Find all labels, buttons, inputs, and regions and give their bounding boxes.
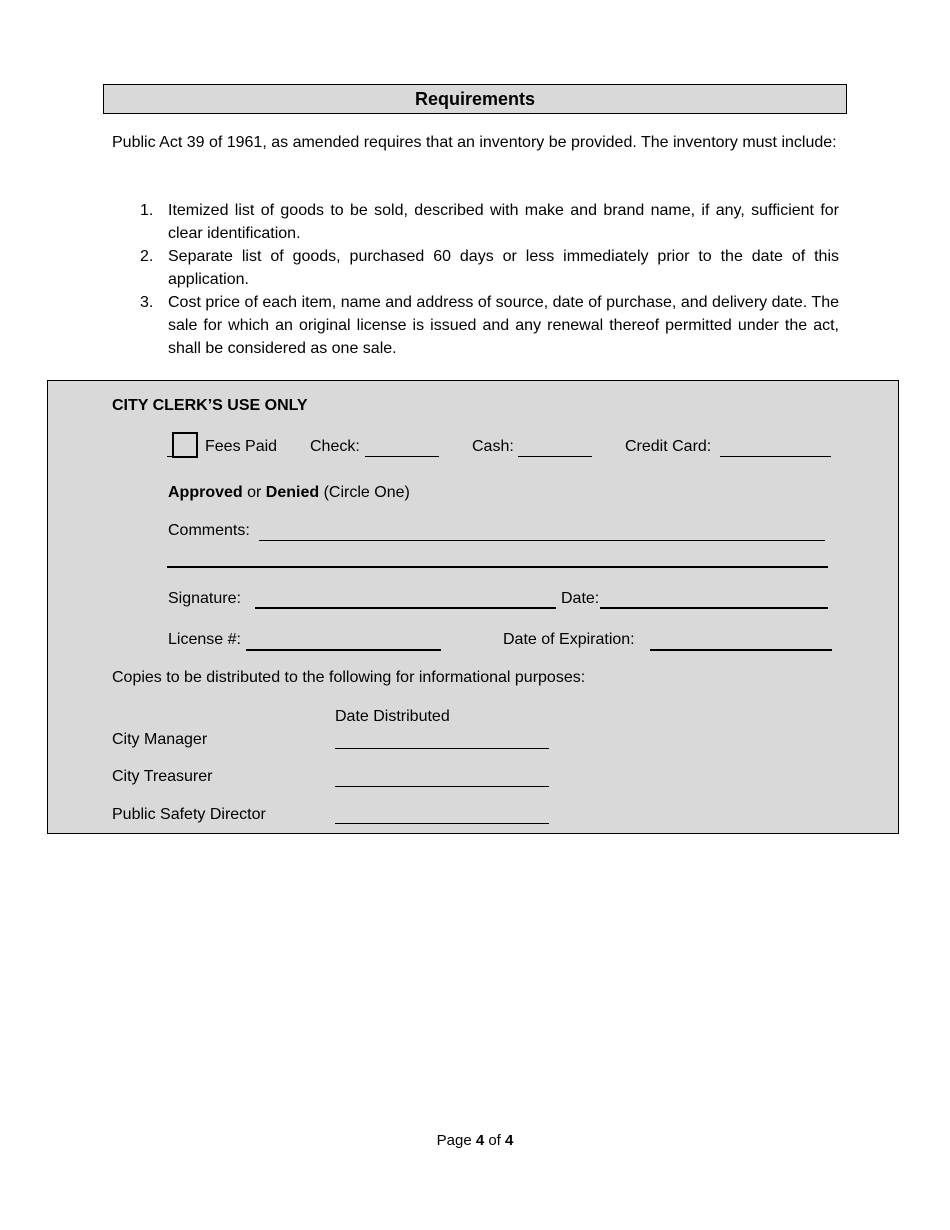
cash-label: Cash:: [472, 438, 514, 455]
or-text: or: [242, 484, 266, 501]
date-expiration-label: Date of Expiration:: [503, 631, 635, 648]
page-current: 4: [475, 1132, 485, 1149]
requirements-list: [112, 199, 839, 360]
date-distributed-header: Date Distributed: [335, 708, 450, 725]
denied-option[interactable]: Denied: [265, 484, 320, 501]
list-item-text: Separate list of goods, purchased 60 days or less immediately prior to the date of this application.: [168, 248, 839, 288]
comments-field-line-2[interactable]: [167, 566, 828, 568]
signature-field[interactable]: [255, 607, 556, 609]
of-label: of: [484, 1132, 506, 1149]
list-item-number: 1.: [140, 202, 154, 219]
list-item: [112, 199, 839, 245]
copies-text: Copies to be distributed to the following for informational purposes:: [112, 669, 586, 686]
fees-paid-checkbox[interactable]: [172, 432, 198, 458]
page-total: 4: [505, 1132, 514, 1149]
credit-card-field[interactable]: [720, 456, 831, 457]
check-field[interactable]: [365, 456, 439, 457]
list-item-number: 3.: [140, 294, 154, 311]
list-item: [112, 291, 839, 360]
license-label: License #:: [168, 631, 241, 648]
list-item: [112, 245, 839, 291]
fees-paid-label: Fees Paid: [205, 438, 278, 455]
date-label: Date:: [561, 590, 600, 607]
recipient-city-manager: City Manager: [112, 731, 208, 748]
license-field[interactable]: [246, 649, 441, 651]
clerk-use-only-title: CITY CLERK’S USE ONLY: [112, 397, 308, 414]
signature-label: Signature:: [168, 590, 241, 607]
city-manager-date-field[interactable]: [335, 748, 549, 749]
recipient-city-treasurer: City Treasurer: [112, 768, 213, 785]
page-label: Page: [436, 1132, 476, 1149]
page-number: [0, 1132, 950, 1149]
approved-option[interactable]: Approved: [168, 484, 243, 501]
city-treasurer-date-field[interactable]: [335, 786, 549, 787]
approval-line: [168, 484, 410, 502]
list-item-text: Cost price of each item, name and address of source, date of purchase, and delivery date. The sale for which an original license is issued and any renewal thereof permitted under the act, shall be considered as one sale.: [168, 294, 839, 357]
requirements-intro: Public Act 39 of 1961, as amended requires that an inventory be provided. The inventory must include:: [112, 134, 837, 151]
list-item-text: Itemized list of goods to be sold, described with make and brand name, if any, sufficient for clear identification.: [168, 202, 839, 242]
date-field[interactable]: [600, 607, 828, 609]
recipient-public-safety-director: Public Safety Director: [112, 806, 266, 823]
credit-card-label: Credit Card:: [625, 438, 712, 455]
date-expiration-field[interactable]: [650, 649, 832, 651]
public-safety-director-date-field[interactable]: [335, 823, 549, 824]
cash-field[interactable]: [518, 456, 592, 457]
circle-one-text: (Circle One): [319, 484, 410, 501]
comments-label: Comments:: [168, 522, 250, 539]
requirements-title: Requirements: [103, 84, 847, 114]
check-label: Check:: [310, 438, 360, 455]
comments-field[interactable]: [259, 540, 825, 541]
list-item-number: 2.: [140, 248, 154, 265]
